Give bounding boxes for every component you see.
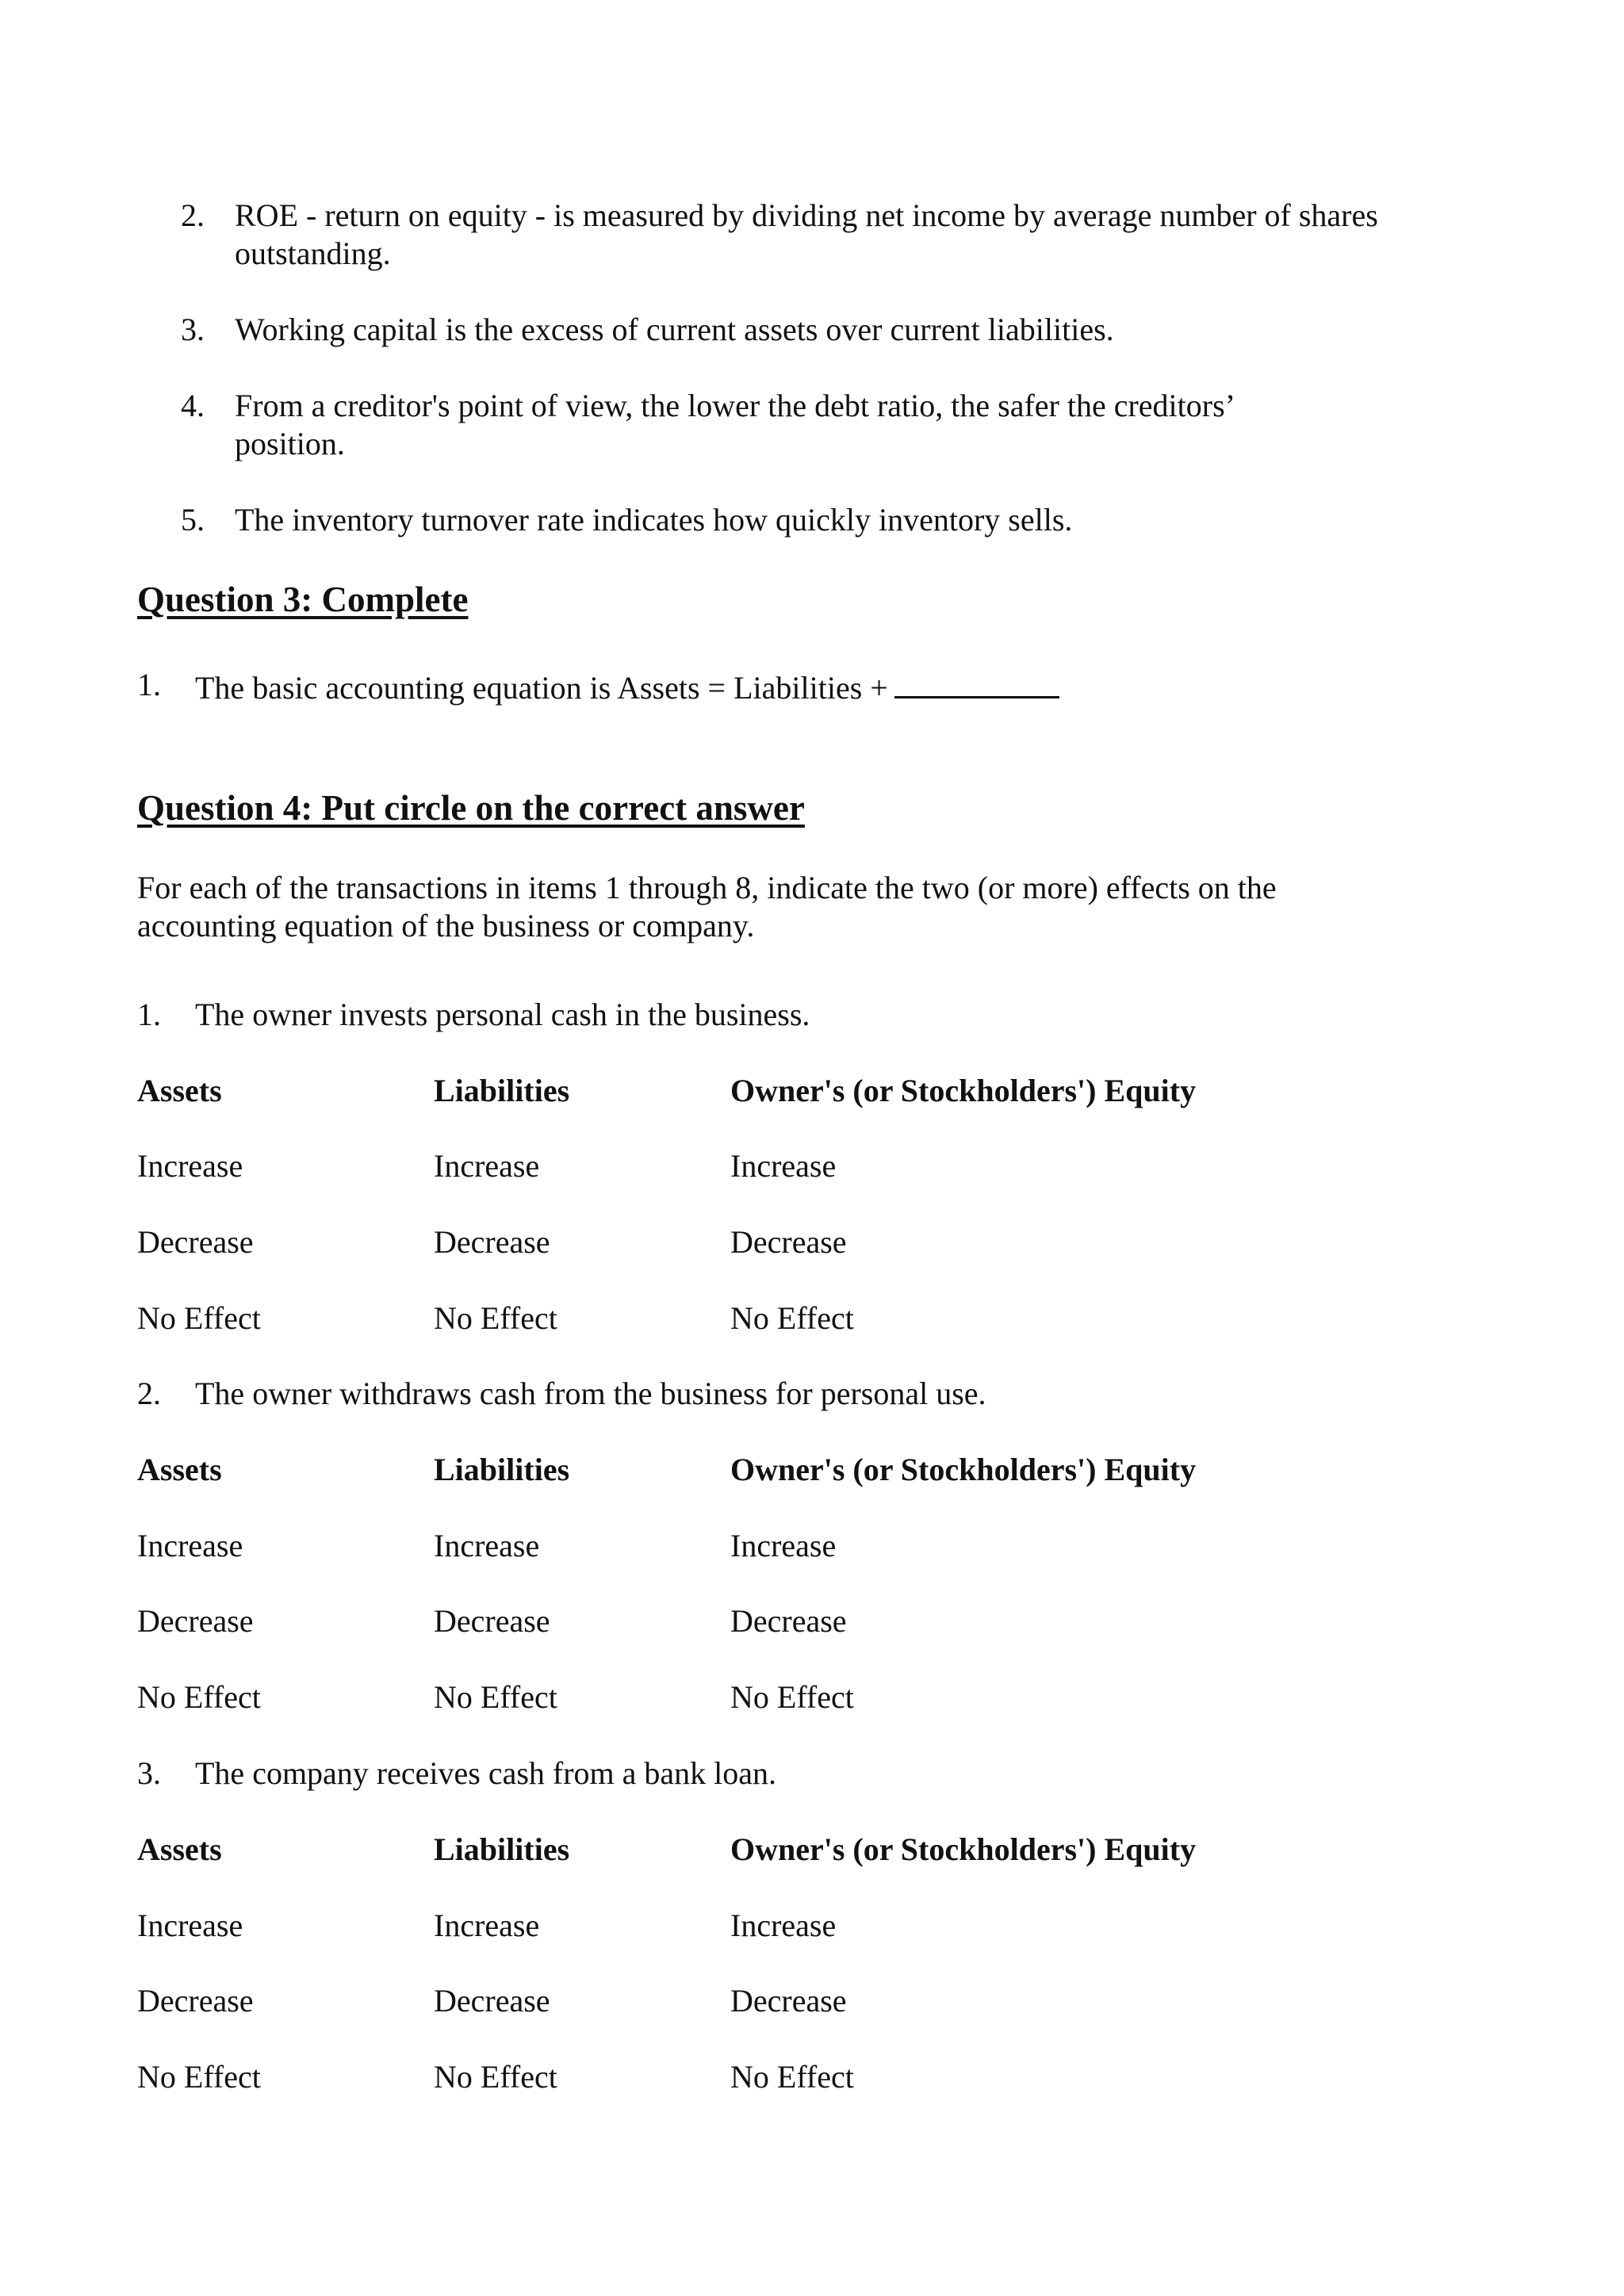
item-number: 2. xyxy=(181,197,205,233)
option-liabilities-increase[interactable]: Increase xyxy=(434,1528,540,1563)
option-equity-increase[interactable]: Increase xyxy=(730,1528,837,1563)
option-assets-no-effect[interactable]: No Effect xyxy=(137,1300,261,1336)
option-assets-decrease[interactable]: Decrease xyxy=(137,1603,254,1639)
column-header-assets: Assets xyxy=(137,1831,222,1867)
option-equity-no-effect[interactable]: No Effect xyxy=(730,1300,854,1336)
option-assets-decrease[interactable]: Decrease xyxy=(137,1983,254,2019)
item-number: 3. xyxy=(181,312,205,347)
item-text: The inventory turnover rate indicates how quickly inventory sells. xyxy=(235,502,1073,538)
item-number: 2. xyxy=(137,1376,161,1411)
question-4-instructions: For each of the transactions in items 1 through 8, indicate the two (or more) effects on the accounting equation of the business or company. xyxy=(137,870,1277,943)
option-equity-decrease[interactable]: Decrease xyxy=(730,1983,847,2019)
item-number: 5. xyxy=(181,502,205,538)
option-assets-increase[interactable]: Increase xyxy=(137,1908,243,1943)
item-text: The company receives cash from a bank loan. xyxy=(195,1755,777,1791)
question-3-heading: Question 3: Complete xyxy=(137,580,469,619)
column-header-equity: Owner's (or Stockholders') Equity xyxy=(730,1452,1197,1487)
item-text: The owner withdraws cash from the business for personal use. xyxy=(195,1376,986,1411)
column-header-liabilities: Liabilities xyxy=(434,1452,570,1487)
option-liabilities-increase[interactable]: Increase xyxy=(434,1148,540,1184)
option-liabilities-no-effect[interactable]: No Effect xyxy=(434,1300,557,1336)
item-number: 1. xyxy=(137,997,161,1032)
item-text: Working capital is the excess of current assets over current liabilities. xyxy=(235,312,1114,347)
item-number: 3. xyxy=(137,1755,161,1791)
option-assets-increase[interactable]: Increase xyxy=(137,1148,243,1184)
option-equity-increase[interactable]: Increase xyxy=(730,1908,837,1943)
column-header-equity: Owner's (or Stockholders') Equity xyxy=(730,1831,1197,1867)
option-equity-no-effect[interactable]: No Effect xyxy=(730,1679,854,1715)
column-header-liabilities: Liabilities xyxy=(434,1831,570,1867)
column-header-assets: Assets xyxy=(137,1452,222,1487)
item-number: 1. xyxy=(137,667,161,702)
option-liabilities-no-effect[interactable]: No Effect xyxy=(434,1679,557,1715)
option-assets-decrease[interactable]: Decrease xyxy=(137,1224,254,1260)
item-text: ROE - return on equity - is measured by dividing net income by average number of shares outstanding. xyxy=(235,197,1378,271)
option-liabilities-decrease[interactable]: Decrease xyxy=(434,1603,550,1639)
item-text: From a creditor's point of view, the lower the debt ratio, the safer the creditors’ position. xyxy=(235,388,1234,461)
option-liabilities-decrease[interactable]: Decrease xyxy=(434,1983,550,2019)
answer-blank[interactable] xyxy=(894,666,1059,698)
option-equity-decrease[interactable]: Decrease xyxy=(730,1603,847,1639)
option-assets-no-effect[interactable]: No Effect xyxy=(137,1679,261,1715)
item-number: 4. xyxy=(181,388,205,423)
option-equity-no-effect[interactable]: No Effect xyxy=(730,2059,854,2095)
option-liabilities-no-effect[interactable]: No Effect xyxy=(434,2059,557,2095)
item-text: The basic accounting equation is Assets = Liabilities + xyxy=(195,670,888,706)
option-assets-no-effect[interactable]: No Effect xyxy=(137,2059,261,2095)
column-header-liabilities: Liabilities xyxy=(434,1073,570,1108)
question-4-heading: Question 4: Put circle on the correct answer xyxy=(137,788,805,828)
item-text: The owner invests personal cash in the business. xyxy=(195,997,810,1032)
column-header-equity: Owner's (or Stockholders') Equity xyxy=(730,1073,1197,1108)
option-equity-increase[interactable]: Increase xyxy=(730,1148,837,1184)
option-equity-decrease[interactable]: Decrease xyxy=(730,1224,847,1260)
column-header-assets: Assets xyxy=(137,1073,222,1108)
option-liabilities-decrease[interactable]: Decrease xyxy=(434,1224,550,1260)
option-assets-increase[interactable]: Increase xyxy=(137,1528,243,1563)
option-liabilities-increase[interactable]: Increase xyxy=(434,1908,540,1943)
